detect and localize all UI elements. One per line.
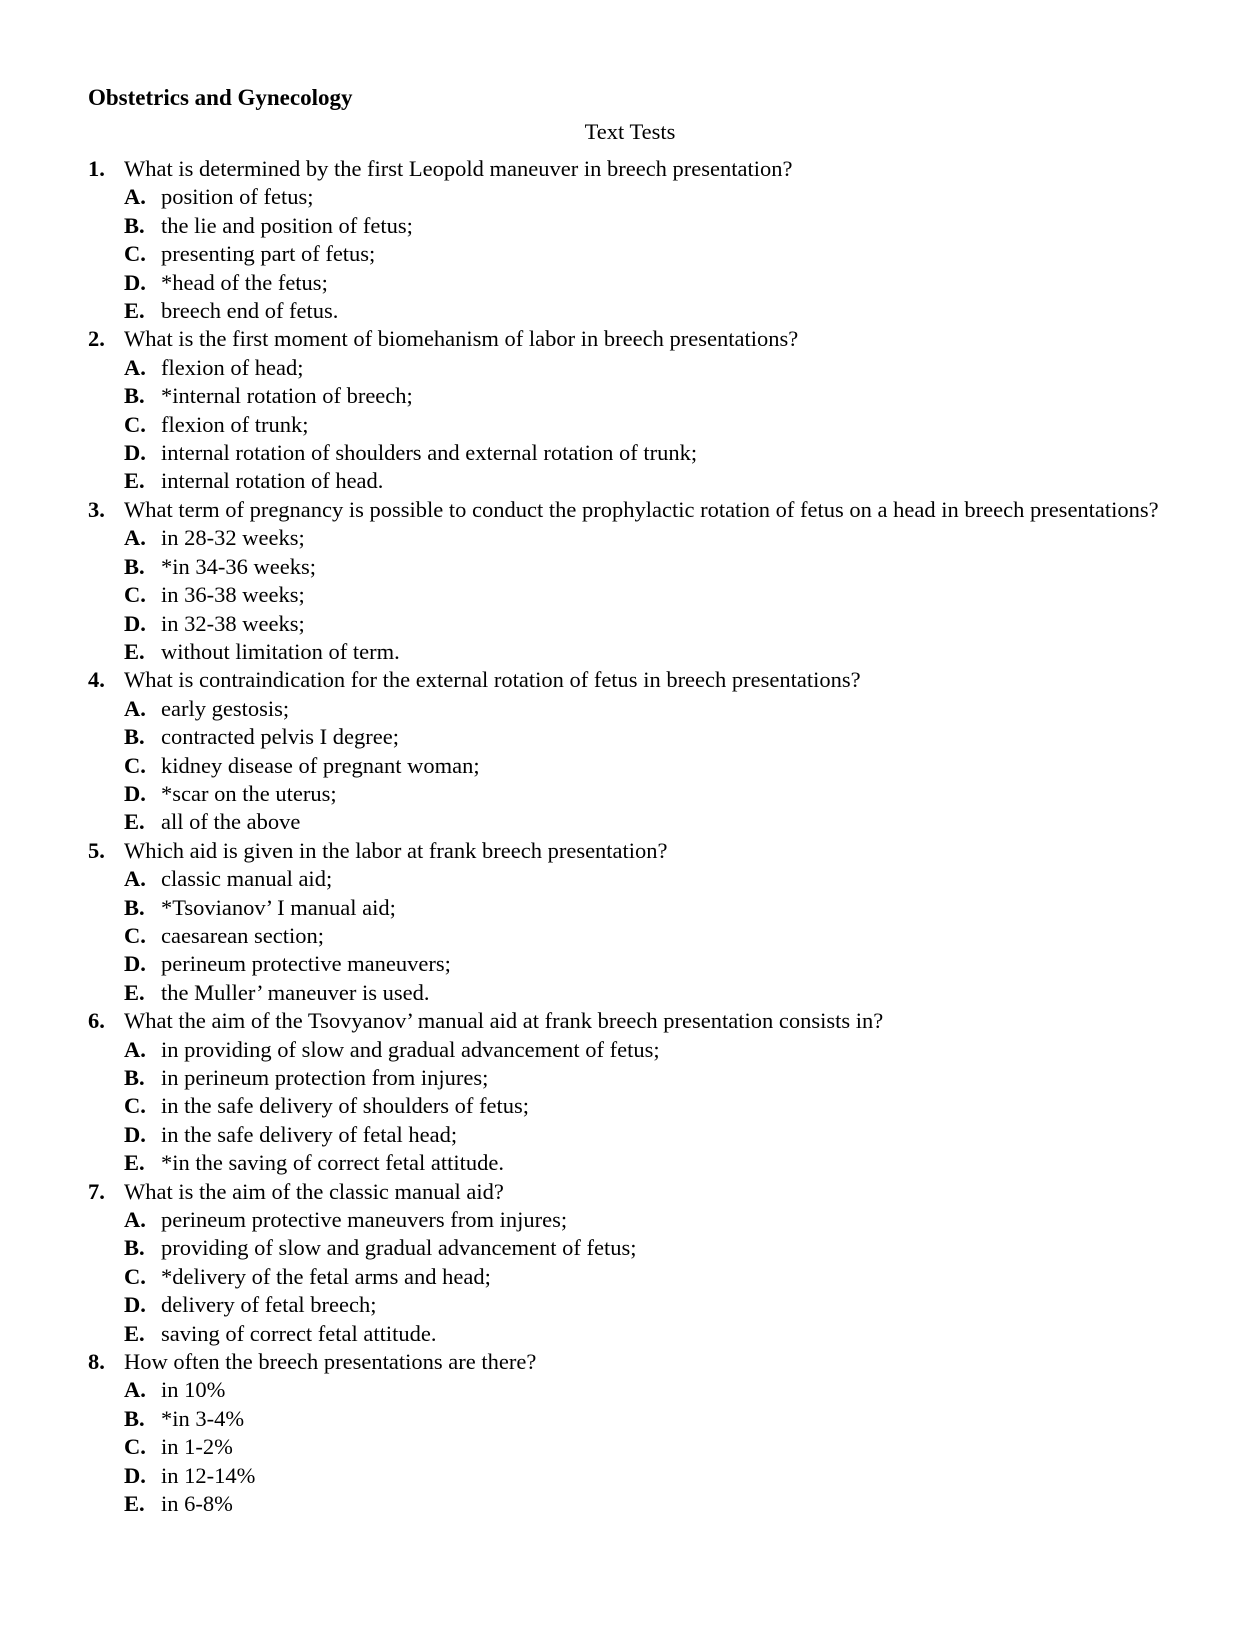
option-text: *delivery of the fetal arms and head; [161, 1263, 491, 1289]
answer-option [124, 354, 1168, 382]
question-block [88, 155, 1168, 325]
question-text: What is the first moment of biomehanism of labor in breech presentations? [124, 326, 799, 352]
answer-option [124, 752, 1168, 780]
question-block [88, 1178, 1168, 1348]
option-letter: C. [124, 411, 146, 437]
question-number: 1. [88, 156, 105, 181]
answer-option [124, 1036, 1168, 1064]
option-letter: E. [124, 979, 145, 1005]
answer-option [124, 467, 1168, 495]
answer-option [124, 638, 1168, 666]
answer-option [124, 1263, 1168, 1291]
answer-options [88, 524, 1168, 666]
answer-option [124, 1320, 1168, 1348]
answer-options [88, 695, 1168, 837]
answer-option [124, 1291, 1168, 1319]
option-text: internal rotation of shoulders and external rotation of trunk; [161, 440, 698, 466]
question-list [88, 155, 1168, 1519]
option-letter: E. [124, 638, 145, 664]
option-text: *in 3-4% [161, 1405, 245, 1431]
option-text: providing of slow and gradual advancement of fetus; [161, 1235, 637, 1261]
option-letter: A. [124, 525, 146, 551]
question-block [88, 666, 1168, 836]
option-letter: C. [124, 1093, 146, 1119]
question-block [88, 837, 1168, 1007]
option-letter: D. [124, 1292, 146, 1318]
option-text: in 12-14% [161, 1462, 256, 1488]
option-text: contracted pelvis I degree; [161, 724, 400, 750]
answer-option [124, 553, 1168, 581]
option-text: the lie and position of fetus; [161, 212, 413, 238]
option-letter: E. [124, 468, 145, 494]
question-row [88, 325, 1168, 353]
option-text: flexion of head; [161, 354, 304, 380]
option-text: the Muller’ maneuver is used. [161, 979, 430, 1005]
question-row [88, 666, 1168, 694]
option-letter: E. [124, 298, 145, 324]
option-text: in perineum protection from injures; [161, 1065, 489, 1090]
question-text: What is determined by the first Leopold maneuver in breech presentation? [124, 156, 793, 181]
option-letter: B. [124, 383, 145, 409]
option-text: classic manual aid; [161, 866, 333, 892]
answer-options [88, 1036, 1168, 1178]
option-text: in 32-38 weeks; [161, 610, 305, 636]
option-letter: A. [124, 1377, 146, 1403]
option-text: perineum protective maneuvers from injures; [161, 1207, 568, 1233]
answer-option [124, 695, 1168, 723]
answer-option [124, 950, 1168, 978]
answer-option [124, 1234, 1168, 1262]
option-text: in 6-8% [161, 1491, 233, 1517]
answer-option [124, 1149, 1168, 1177]
option-text: saving of correct fetal attitude. [161, 1320, 437, 1346]
answer-option [124, 1121, 1168, 1149]
option-letter: E. [124, 1320, 145, 1346]
question-number: 7. [88, 1178, 105, 1204]
option-letter: E. [124, 809, 145, 835]
option-letter: E. [124, 1150, 145, 1176]
document-title: Obstetrics and Gynecology [88, 85, 353, 110]
option-text: delivery of fetal breech; [161, 1292, 377, 1318]
option-letter: A. [124, 1207, 146, 1233]
option-letter: A. [124, 866, 146, 892]
question-number: 3. [88, 496, 105, 522]
question-number: 5. [88, 837, 105, 863]
answer-option [124, 1206, 1168, 1234]
question-row [88, 837, 1168, 865]
option-text: flexion of trunk; [161, 411, 309, 437]
answer-option [124, 581, 1168, 609]
option-text: without limitation of term. [161, 638, 400, 664]
answer-option [124, 610, 1168, 638]
option-text: *Tsovianov’ I manual aid; [161, 894, 396, 920]
option-text: kidney disease of pregnant woman; [161, 752, 480, 778]
answer-option [124, 1064, 1168, 1092]
option-text: caesarean section; [161, 922, 325, 948]
answer-option [124, 212, 1168, 240]
question-row [88, 496, 1168, 524]
option-text: in the safe delivery of fetal head; [161, 1121, 458, 1147]
answer-option [124, 297, 1168, 325]
question-number: 8. [88, 1349, 105, 1375]
answer-option [124, 1405, 1168, 1433]
option-text: *in 34-36 weeks; [161, 553, 316, 579]
option-text: internal rotation of head. [161, 468, 384, 494]
option-text: in 10% [161, 1377, 226, 1403]
question-text: How often the breech presentations are there? [124, 1349, 537, 1375]
option-letter: B. [124, 1065, 145, 1090]
answer-option [124, 382, 1168, 410]
answer-option [124, 269, 1168, 297]
question-row [88, 155, 1168, 183]
option-letter: A. [124, 695, 146, 721]
option-letter: B. [124, 1405, 145, 1431]
question-block [88, 496, 1168, 666]
answer-option [124, 183, 1168, 211]
option-letter: D. [124, 610, 146, 636]
option-letter: B. [124, 553, 145, 579]
answer-options [88, 183, 1168, 325]
option-letter: A. [124, 354, 146, 380]
option-text: presenting part of fetus; [161, 241, 376, 267]
question-row [88, 1007, 1168, 1035]
answer-option [124, 780, 1168, 808]
option-letter: B. [124, 894, 145, 920]
option-letter: D. [124, 269, 146, 295]
option-letter: C. [124, 922, 146, 948]
question-text: What term of pregnancy is possible to conduct the prophylactic rotation of fetus on a head in breech presentations? [124, 496, 1159, 522]
answer-option [124, 1462, 1168, 1490]
option-text: all of the above [161, 809, 301, 835]
answer-option [124, 1433, 1168, 1461]
question-row [88, 1348, 1168, 1376]
answer-option [124, 723, 1168, 751]
option-text: perineum protective maneuvers; [161, 951, 451, 977]
answer-options [88, 865, 1168, 1007]
option-text: in the safe delivery of shoulders of fetus; [161, 1093, 530, 1119]
answer-option [124, 808, 1168, 836]
option-letter: D. [124, 1121, 146, 1147]
option-letter: D. [124, 440, 146, 466]
answer-option [124, 1092, 1168, 1120]
option-letter: E. [124, 1491, 145, 1517]
option-text: in 36-38 weeks; [161, 582, 305, 608]
option-letter: C. [124, 582, 146, 608]
option-text: *in the saving of correct fetal attitude. [161, 1150, 504, 1176]
answer-options [88, 1376, 1168, 1518]
question-number: 4. [88, 667, 105, 693]
option-text: in 1-2% [161, 1434, 233, 1460]
option-letter: A. [124, 1036, 146, 1062]
option-text: position of fetus; [161, 184, 314, 210]
answer-option [124, 894, 1168, 922]
question-block [88, 1348, 1168, 1518]
option-text: *head of the fetus; [161, 269, 328, 295]
option-letter: C. [124, 1434, 146, 1460]
answer-option [124, 922, 1168, 950]
question-block [88, 325, 1168, 495]
option-letter: D. [124, 951, 146, 977]
answer-option [124, 865, 1168, 893]
question-text: What is the aim of the classic manual aid? [124, 1178, 504, 1204]
option-letter: B. [124, 212, 145, 238]
answer-option [124, 411, 1168, 439]
answer-option [124, 240, 1168, 268]
question-number: 2. [88, 326, 105, 352]
option-letter: C. [124, 1263, 146, 1289]
option-text: in providing of slow and gradual advancement of fetus; [161, 1036, 660, 1062]
question-text: What is contraindication for the external rotation of fetus in breech presentations? [124, 667, 861, 693]
option-letter: B. [124, 724, 145, 750]
question-text: Which aid is given in the labor at frank breech presentation? [124, 837, 668, 863]
option-letter: B. [124, 1235, 145, 1261]
option-letter: C. [124, 241, 146, 267]
option-letter: D. [124, 780, 146, 806]
option-letter: D. [124, 1462, 146, 1488]
answer-option [124, 524, 1168, 552]
answer-options [88, 354, 1168, 496]
answer-options [88, 1206, 1168, 1348]
answer-option [124, 1490, 1168, 1518]
option-letter: C. [124, 752, 146, 778]
question-text: What the aim of the Tsovyanov’ manual aid at frank breech presentation consists in? [124, 1008, 884, 1034]
option-text: *scar on the uterus; [161, 780, 337, 806]
option-text: in 28-32 weeks; [161, 525, 305, 551]
question-block [88, 1007, 1168, 1177]
option-text: *internal rotation of breech; [161, 383, 413, 409]
option-text: early gestosis; [161, 695, 290, 721]
question-number: 6. [88, 1008, 105, 1034]
answer-option [124, 979, 1168, 1007]
answer-option [124, 1376, 1168, 1404]
document-subtitle: Text Tests [584, 119, 676, 144]
question-row [88, 1178, 1168, 1206]
option-text: breech end of fetus. [161, 298, 339, 324]
answer-option [124, 439, 1168, 467]
option-letter: A. [124, 184, 146, 210]
